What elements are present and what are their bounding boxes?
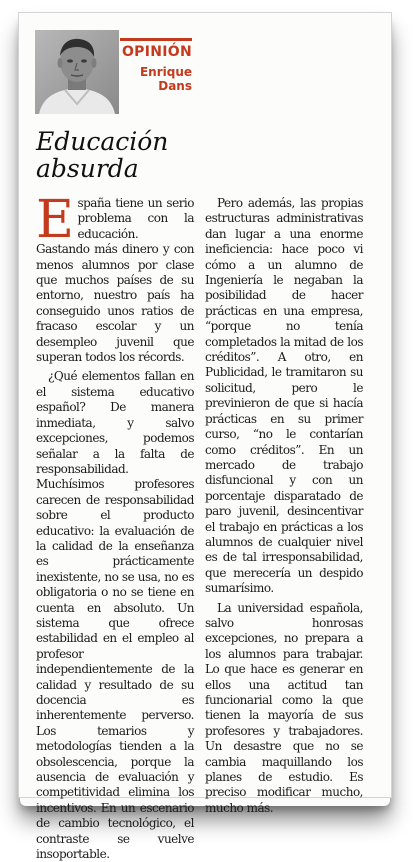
header-rule: [120, 38, 192, 41]
section-label: OPINIÓN: [121, 44, 192, 60]
article-column-right: [205, 196, 363, 816]
article-column-left: [36, 190, 194, 862]
paragraph-text: spaña tiene un serio problema con la educación. Gastando más dinero y con menos alumnos por clase que muchos países de su entorno, nuestro país ha conseguido unos ratios de fracaso escolar y un desempleo juvenil que superan todos los récords.: [36, 196, 194, 365]
article-title: [36, 128, 236, 182]
paragraph: Pero además, las propias estructuras administrativas dan lugar a una enorme ineficiencia: hace poco vi cómo a un alumno de Ingeniería le negaban la posibilidad de hacer prácticas en una empresa, “porque no tenía completados la mitad de los créditos”. A otro, en Publicidad, le tramitaron su solicitud, pero le previnieron de que si hacía prácticas en su primer curso, “no le contarían como créditos”. En un mercado de trabajo disfuncional y con un porcentaje disparatado de paro juvenil, desincentivar el trabajo en prácticas a los alumnos de cualquier nivel es de tal irresponsabilidad, que merecería un despido sumarísimo.: [205, 196, 363, 596]
paragraph: La universidad española, salvo honrosas excepciones, no prepara a los alumnos para trabajar. Lo que hace es generar en ellos una actitud tan funcionarial como la que tienen la mayoría de sus profesores y trabajadores. Un desastre que no se cambia maquillando los planes de estudio. Es preciso modificar mucho, mucho más.: [205, 600, 363, 815]
drop-cap: E: [36, 190, 74, 250]
author-name: [118, 65, 192, 93]
author-last-name: Dans: [158, 79, 192, 93]
paragraph: [36, 190, 194, 365]
author-first-name: Enrique: [139, 65, 192, 79]
title-line-2: absurda: [36, 154, 139, 183]
author-photo: [35, 30, 119, 114]
paragraph: ¿Qué elementos fallan en el sistema educativo español? De manera inmediata, y salvo excepciones, podemos señalar a la falta de responsabilidad. Muchísimos profesores carecen de responsabilidad sobre el producto educativo: la evaluación de la calidad de la enseñanza es prácticamente inexistente, no se usa, no es obligatoria o no se tiene en cuenta en absoluto. Un sistema que ofrece estabilidad en el empleo al profesor independientemente de la calidad y resultado de su docencia es inherentemente perverso. Los temarios y metodologías tienden a la obsolescencia, porque la ausencia de evaluación y competitividad elimina los incentivos. En un escenario de cambio tecnológico, el contraste se vuelve insoportable.: [36, 369, 194, 862]
author-portrait-icon: [35, 30, 119, 114]
title-line-1: Educación: [36, 127, 169, 156]
